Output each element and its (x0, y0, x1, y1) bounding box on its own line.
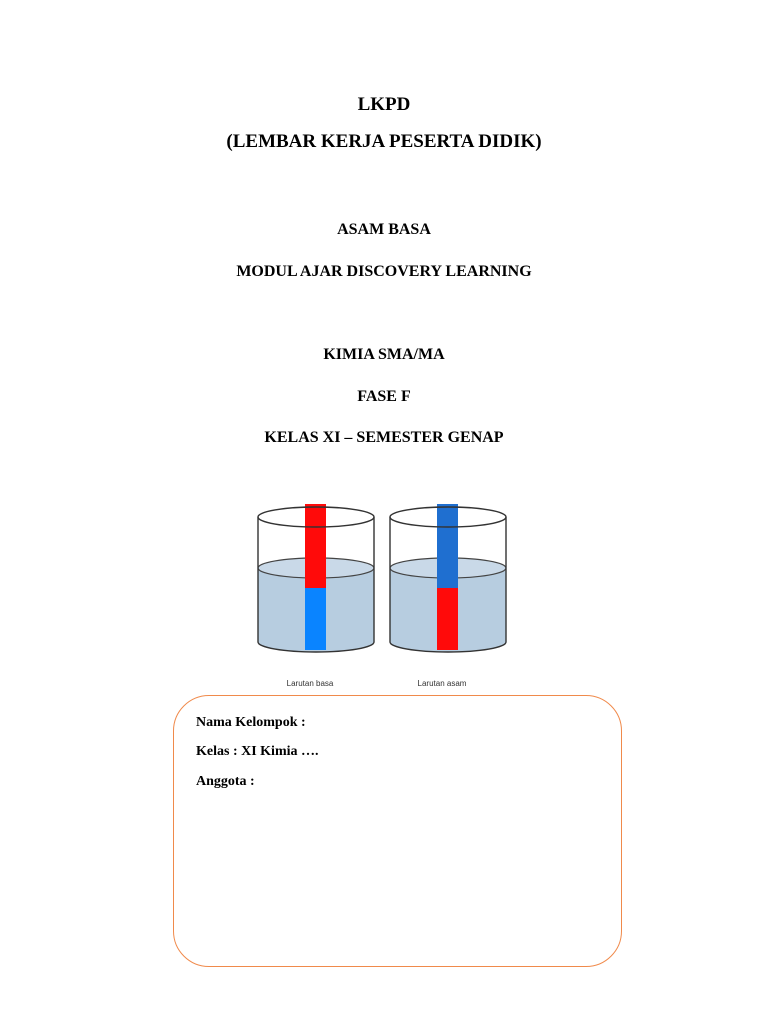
beaker-acid (390, 504, 506, 688)
members-label: Anggota : (196, 774, 255, 789)
litmus-beakers-figure (252, 496, 516, 692)
beaker-base (258, 504, 374, 688)
course-level: KIMIA SMA/MA (323, 346, 445, 363)
topic-module: MODUL AJAR DISCOVERY LEARNING (236, 263, 532, 280)
course-phase: FASE F (357, 388, 411, 405)
title-full-name: (LEMBAR KERJA PESERTA DIDIK) (226, 131, 542, 152)
class-label: Kelas : XI Kimia …. (196, 744, 319, 759)
group-name-label: Nama Kelompok : (196, 715, 306, 730)
litmus-strip-acid-red (437, 588, 458, 650)
caption-larutan-basa: Larutan basa (286, 679, 334, 688)
topic-subject: ASAM BASA (337, 221, 431, 238)
caption-larutan-asam: Larutan asam (417, 679, 467, 688)
course-class-semester: KELAS XI – SEMESTER GENAP (264, 429, 504, 446)
litmus-strip-base-red (305, 504, 326, 588)
identity-box (173, 695, 622, 967)
title-lkpd: LKPD (357, 94, 411, 115)
litmus-strip-base-blue (305, 588, 326, 650)
litmus-strip-acid-blue (437, 504, 458, 588)
